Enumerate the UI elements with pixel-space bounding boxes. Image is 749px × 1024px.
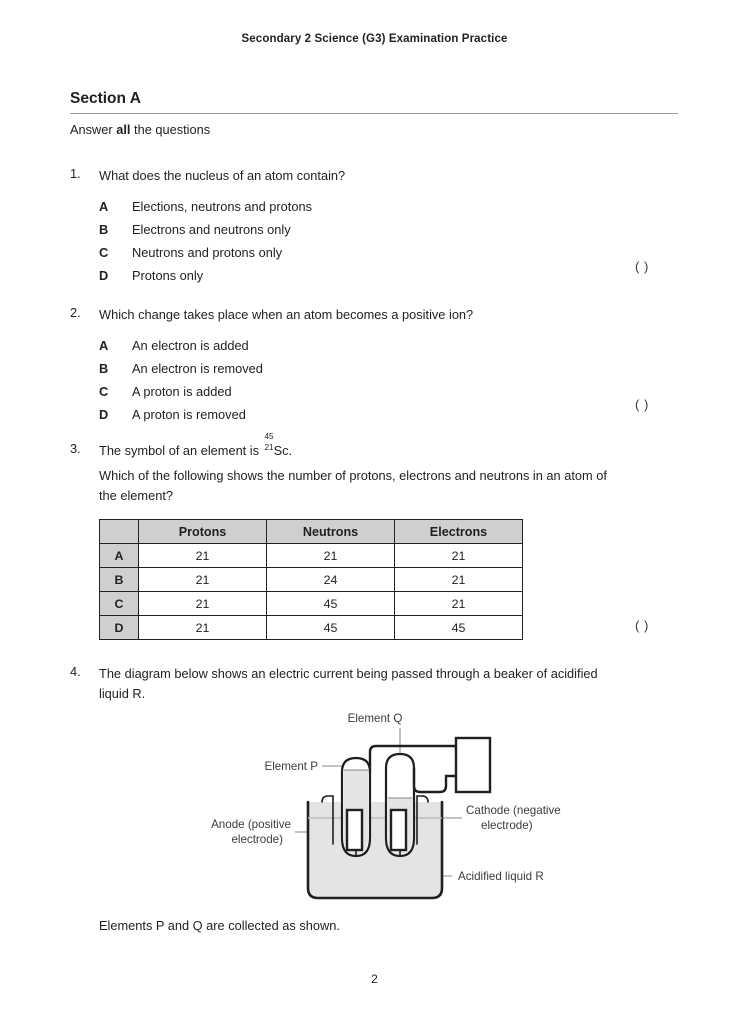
question-stem-line2: Which of the following shows the number of protons, electrons and neutrons in an atom of	[99, 468, 607, 483]
option-letter: A	[99, 338, 109, 353]
option-letter: B	[99, 222, 109, 237]
question-4	[70, 664, 678, 704]
cell-electrons: 45	[395, 616, 523, 640]
option-text: Protons only	[132, 268, 204, 283]
table-header-row	[100, 520, 523, 544]
cell-electrons: 21	[395, 544, 523, 568]
row-label: C	[100, 592, 139, 616]
cell-neutrons: 21	[267, 544, 395, 568]
connecting-tubing	[370, 746, 456, 792]
question-1	[70, 166, 678, 287]
beaker	[308, 802, 442, 898]
instruction-after: the questions	[130, 122, 211, 137]
cell-neutrons: 45	[267, 592, 395, 616]
option-text: A proton is added	[132, 384, 232, 399]
cell-electrons: 21	[395, 568, 523, 592]
option-d[interactable]	[99, 403, 678, 426]
isotope-mass-number: 45	[264, 432, 274, 442]
row-label: B	[100, 568, 139, 592]
label-acidified-liquid: Acidified liquid R	[458, 870, 544, 883]
option-text: A proton is removed	[132, 407, 246, 422]
column-header-neutrons: Neutrons	[267, 520, 395, 544]
question-4-closing: Elements P and Q are collected as shown.	[99, 918, 340, 933]
label-cathode-line1: Cathode (negative	[466, 804, 561, 817]
cell-protons: 21	[139, 592, 267, 616]
option-c[interactable]	[99, 241, 678, 264]
cell-protons: 21	[139, 616, 267, 640]
cell-electrons: 21	[395, 592, 523, 616]
column-header-protons: Protons	[139, 520, 267, 544]
option-a[interactable]	[99, 195, 678, 218]
electrolysis-diagram	[190, 706, 610, 906]
isotope-notation	[263, 432, 293, 461]
label-cathode-line2: electrode)	[481, 819, 533, 832]
page-number: 2	[371, 972, 378, 986]
question-stem	[99, 432, 678, 461]
question-3	[70, 432, 678, 506]
isotope-symbol: Sc.	[273, 443, 293, 458]
option-b[interactable]	[99, 218, 678, 241]
option-b[interactable]	[99, 357, 678, 380]
power-supply	[456, 738, 490, 792]
table-row[interactable]	[100, 568, 523, 592]
table-row[interactable]	[100, 544, 523, 568]
question-stem-line2: liquid R.	[99, 686, 146, 701]
label-element-p: Element P	[264, 760, 318, 773]
cell-protons: 21	[139, 544, 267, 568]
option-letter: B	[99, 361, 109, 376]
table-row[interactable]	[100, 592, 523, 616]
option-text: An electron is removed	[132, 361, 263, 376]
question-number: 2.	[70, 305, 81, 320]
cell-protons: 21	[139, 568, 267, 592]
q3-options-table	[99, 519, 523, 640]
question-stem: What does the nucleus of an atom contain?	[99, 168, 346, 183]
section-instruction	[70, 122, 210, 137]
option-text: An electron is added	[132, 338, 249, 353]
question-number: 3.	[70, 441, 81, 456]
option-letter: D	[99, 268, 109, 283]
option-text: Neutrons and protons only	[132, 245, 283, 260]
question-stem-line3: the element?	[99, 488, 173, 503]
anode-electrode	[347, 810, 362, 850]
option-c[interactable]	[99, 380, 678, 403]
label-anode-line2: electrode)	[231, 833, 283, 846]
option-letter: D	[99, 407, 109, 422]
option-text: Elections, neutrons and protons	[132, 199, 312, 214]
label-element-q: Element Q	[347, 712, 403, 725]
question-stem-line1: The diagram below shows an electric current being passed through a beaker of acidified	[99, 666, 598, 681]
option-letter: A	[99, 199, 109, 214]
answer-bracket-q1[interactable]: ( )	[635, 259, 649, 274]
question-stem: Which change takes place when an atom becomes a positive ion?	[99, 307, 474, 322]
question-number: 1.	[70, 166, 81, 181]
cell-neutrons: 45	[267, 616, 395, 640]
question-number: 4.	[70, 664, 81, 679]
instruction-before: Answer	[70, 122, 117, 137]
cathode-electrode	[391, 810, 406, 850]
answer-bracket-q2[interactable]: ( )	[635, 397, 649, 412]
table-corner-cell	[100, 520, 139, 544]
option-d[interactable]	[99, 264, 678, 287]
option-letter: C	[99, 384, 109, 399]
option-text: Electrons and neutrons only	[132, 222, 291, 237]
column-header-electrons: Electrons	[395, 520, 523, 544]
row-label: D	[100, 616, 139, 640]
option-letter: C	[99, 245, 109, 260]
question-stem-before: The symbol of an element is	[99, 443, 263, 458]
section-title: Section A	[70, 90, 141, 107]
isotope-atomic-number: 21	[264, 443, 274, 453]
section-divider	[70, 113, 678, 114]
label-anode-line1: Anode (positive	[211, 818, 291, 831]
answer-bracket-q3[interactable]: ( )	[635, 618, 649, 633]
question-2	[70, 305, 678, 426]
table-row[interactable]	[100, 616, 523, 640]
instruction-emphasis: all	[116, 122, 131, 137]
option-a[interactable]	[99, 334, 678, 357]
document-header: Secondary 2 Science (G3) Examination Practice	[241, 33, 508, 45]
cell-neutrons: 24	[267, 568, 395, 592]
row-label: A	[100, 544, 139, 568]
